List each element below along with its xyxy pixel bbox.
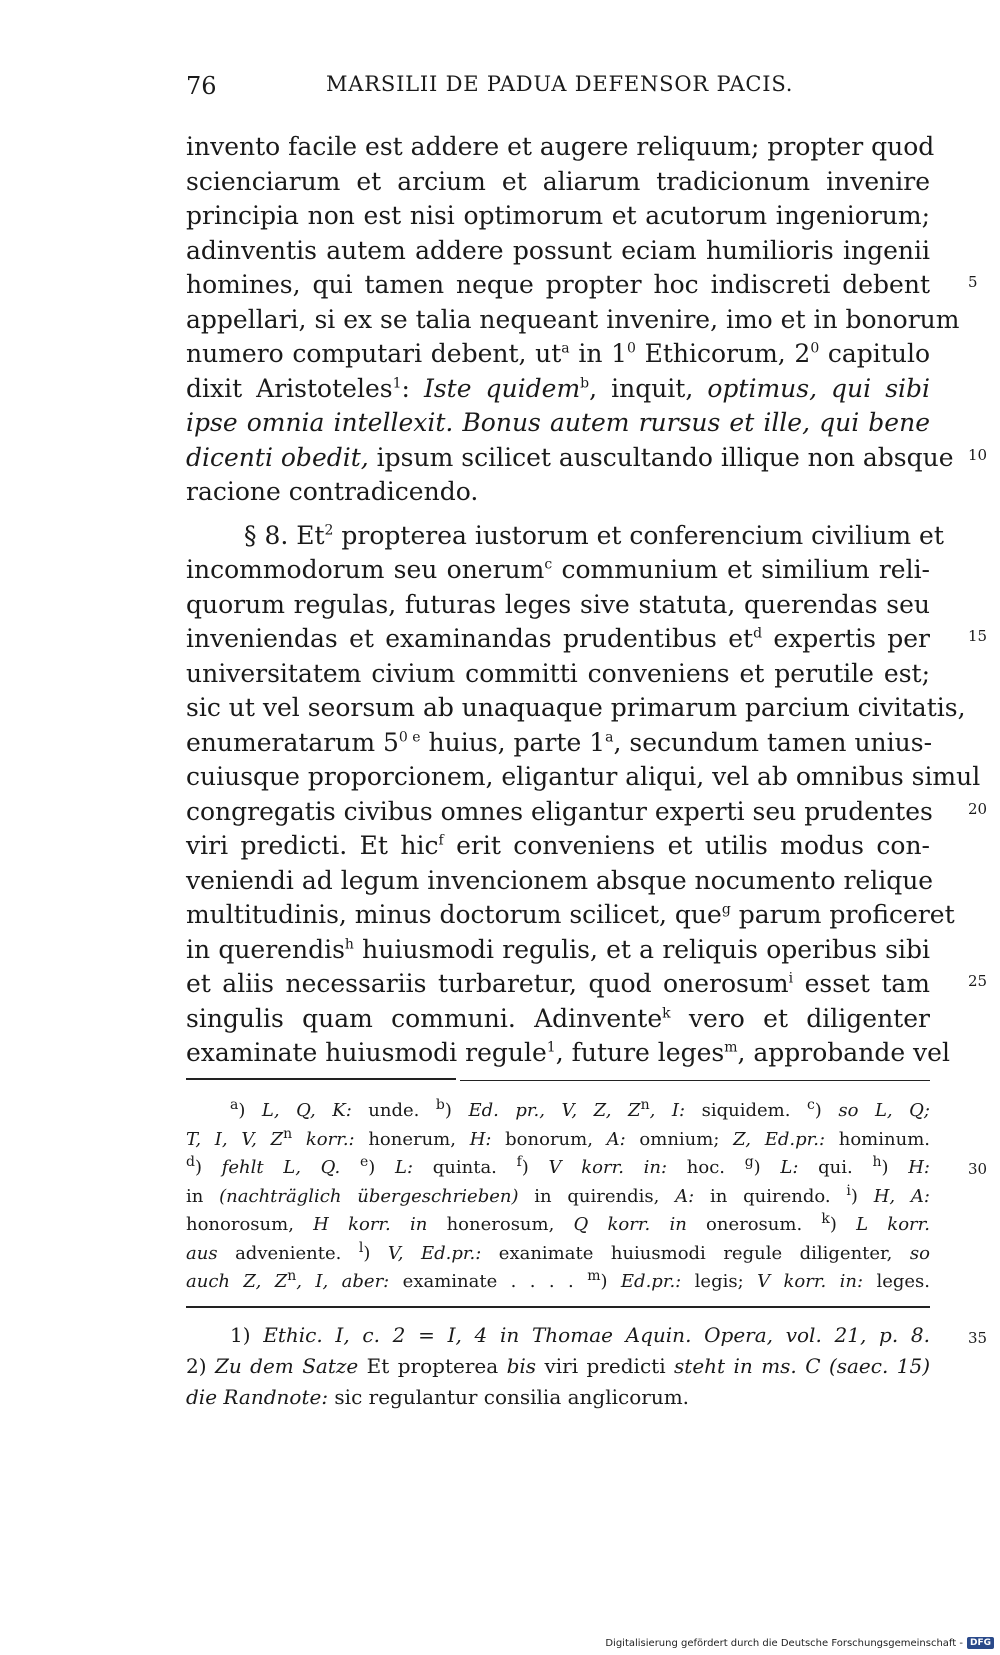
text-line: principia non est nisi optimorum et acutorum ingeniorum; bbox=[186, 201, 930, 230]
text-line: cuiusque proporcionem, eligantur aliqui, vel ab omnibus simul bbox=[186, 762, 981, 791]
text-line: multitudinis, minus doctorum scilicet, que$^g$ parum proficeret bbox=[186, 900, 955, 929]
text-line: universitatem civium committi conveniens et perutile est; bbox=[186, 658, 930, 688]
note-line: 2) Zu dem Satze Et propterea bis viri predicti steht in ms. C (saec. 15) bbox=[186, 1354, 931, 1378]
line-number: 20 bbox=[968, 800, 988, 818]
text-line: inveniendas et examinandas prudentibus $et^d$ expertis per bbox=[186, 624, 930, 653]
text-line: in querendis$^h$ huiusmodi regulis, et a reliquis operibus sibi bbox=[186, 934, 930, 964]
text-line: adinventis autem addere possunt eciam humilioris ingenii bbox=[186, 235, 930, 265]
text-line: ipse omnia intellexit. Bonus autem rursus et ille, qui bene bbox=[186, 408, 930, 437]
text-line: homines, qui tamen neque propter hoc indiscreti debent bbox=[186, 270, 930, 299]
text-line: appellari, si ex se talia nequeant invenire, imo et in bonorum bbox=[186, 304, 960, 334]
digitization-credit bbox=[605, 1637, 994, 1649]
text-line: dicenti obedit, ipsum scilicet auscultando illique non absque bbox=[186, 442, 954, 472]
note-line: 1) Ethic. I, c. 2 = I, 4 in Thomae Aquin. Opera, vol. 21, p. 8. bbox=[230, 1323, 930, 1347]
apparatus-line: $^a$) L, Q, K: unde. $^b$) Ed. pr., V, Z, $Z^n$, I: siquidem. $^c$) so L, Q; bbox=[230, 1097, 930, 1121]
apparatus-line: auch Z, $Z^n$, I, aber: examinate . . . . $^m$) Ed.pr.: legis; V korr. in: leges. bbox=[186, 1268, 930, 1292]
critical-apparatus bbox=[186, 1097, 930, 1297]
line-number: 35 bbox=[968, 1329, 988, 1347]
dfg-logo-icon: DFG bbox=[967, 1637, 994, 1649]
text-line: incommodorum seu onerum$^c$ communium et similium reli- bbox=[186, 555, 931, 584]
footnote-rule bbox=[460, 1080, 930, 1081]
apparatus-line: $^d$) fehlt L, Q. $^e$) L: quinta. $^f$) V korr. in: hoc. $^g$) L: qui. $^h$) H: bbox=[186, 1154, 930, 1178]
text-line: invento facile est addere et augere reliquum; propter quod bbox=[186, 132, 935, 161]
text-line: numero computari debent, $ut^a$ in $1^0$ Ethicorum, $2^0$ capitulo bbox=[186, 339, 930, 368]
apparatus-line: aus adveniente. $^l$) V, Ed.pr.: exanimate huiusmodi regule diligenter, so bbox=[186, 1239, 930, 1264]
notes-rule bbox=[186, 1306, 930, 1308]
apparatus-line: in (nachträglich übergeschrieben) in quirendis, A: in quirendo. $^i$) H, A: bbox=[186, 1182, 930, 1207]
text-line: singulis quam communi. Adinvente$^k$ vero et diligenter bbox=[186, 1003, 930, 1033]
text-line: examinate huiusmodi regule$^1$, future leges$^m$, approbande vel bbox=[186, 1038, 950, 1067]
note-line: die Randnote: sic regulantur consilia anglicorum. bbox=[186, 1385, 690, 1409]
line-number: 5 bbox=[968, 273, 978, 291]
line-number: 10 bbox=[968, 446, 988, 464]
apparatus-line: T, I, V, $Z^n$ korr.: honerum, H: bonorum, A: omnium; Z, Ed.pr.: hominum. bbox=[186, 1125, 930, 1150]
page-number: 76 bbox=[186, 72, 217, 100]
footnote-rule bbox=[186, 1078, 456, 1080]
text-line: et aliis necessariis turbaretur, quod onerosum$^i$ esset tam bbox=[186, 969, 930, 998]
page-header bbox=[186, 72, 930, 108]
line-number: 25 bbox=[968, 972, 988, 990]
text-line: viri predicti. Et hic$^f$ erit conveniens et utilis modus con- bbox=[186, 831, 930, 860]
text-line: dixit Aristoteles$^1$: Iste quidem$^b$, inquit, optimus, qui sibi bbox=[186, 373, 931, 403]
running-title: MARSILII DE PADUA DEFENSOR PACIS. bbox=[326, 72, 794, 96]
credit-text: Digitalisierung gefördert durch die Deutsche Forschungsgemeinschaft - bbox=[605, 1637, 963, 1649]
text-line: quorum regulas, futuras leges sive statuta, querendas seu bbox=[186, 589, 930, 619]
text-line: sic ut vel seorsum ab unaquaque primarum parcium civitatis, bbox=[186, 693, 966, 722]
explanatory-notes bbox=[186, 1320, 930, 1413]
text-line: § 8. Et$^2$ propterea iustorum et conferencium civilium et bbox=[244, 520, 944, 550]
line-number: 30 bbox=[968, 1160, 988, 1178]
text-line: veniendi ad legum invencionem absque nocumento relique bbox=[186, 865, 934, 895]
text-line: enumeratarum $5^{0 e}$ huius, parte 1$^a$, secundum tamen unius- bbox=[186, 727, 933, 757]
text-line: racione contradicendo. bbox=[186, 477, 479, 506]
apparatus-line: honorosum, H korr. in honerosum, Q korr. in onerosum. $^k$) L korr. bbox=[186, 1211, 930, 1235]
text-line: scienciarum et arcium et aliarum tradicionum invenire bbox=[186, 166, 930, 196]
line-number: 15 bbox=[968, 627, 988, 645]
text-line: congregatis civibus omnes eligantur experti seu prudentes bbox=[186, 796, 933, 826]
